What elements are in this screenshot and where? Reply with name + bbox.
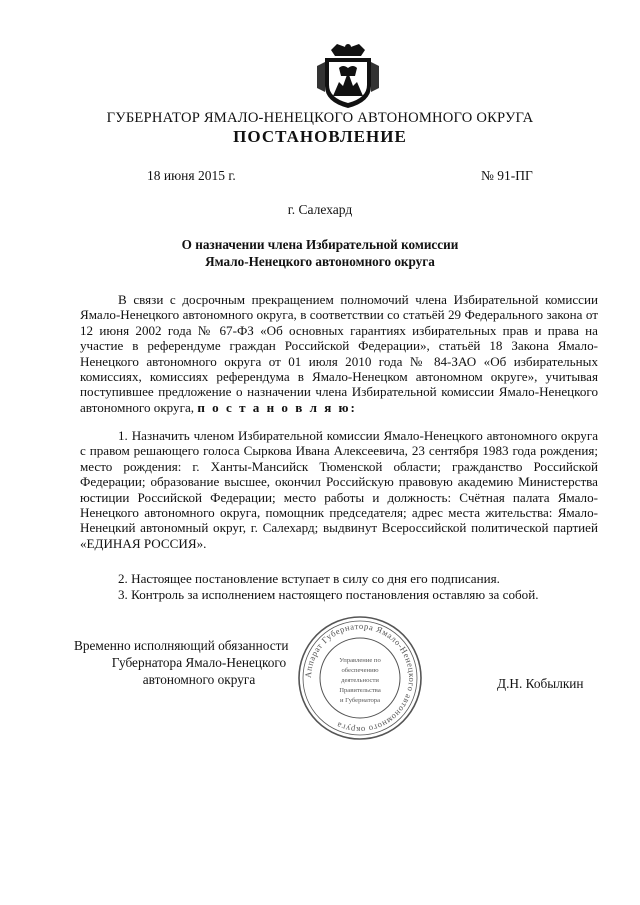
item-1-text: Назначить членом Избирательной комиссии Ямало-Ненецкого автономного округа с правом решающего голоса Сыркова Ивана Алексеевича, 23 сентября 1983 года рождения; место рождения: г. Ханты-Мансийск Тюменской области; гражданство Российской Федерации; образование высшее, окончил Российскую правовую академию Министерства юстиции Российской Федерации; место работы и должность: Счётная палата Ямало-Ненецкого автономного округа, помощник председателя; адрес места жительства: Ямало-Ненецкий автономный округ, г. Салехард; выдвинут Всероссийской политической партией «ЕДИНАЯ РОССИЯ».: [80, 428, 598, 551]
stamp-center-line-2: обеспечению: [341, 667, 379, 674]
resolve-word: п о с т а н о в л я ю:: [197, 399, 357, 415]
item-3: [80, 587, 598, 602]
document-type-heading: ПОСТАНОВЛЕНИЕ: [233, 127, 407, 146]
item-1: [80, 428, 598, 551]
issuer-heading: ГУБЕРНАТОР ЯМАЛО-НЕНЕЦКОГО АВТОНОМНОГО ОКРУГА: [106, 110, 534, 126]
stamp-center-line-4: Правительства: [339, 687, 381, 694]
stamp-center-line-1: Управление по: [339, 657, 381, 664]
official-stamp: [296, 614, 424, 742]
signer-position: [74, 637, 324, 688]
preamble-paragraph: [80, 292, 598, 415]
document-title: [0, 236, 640, 270]
title-line-1: О назначении члена Избирательной комиссии: [181, 237, 459, 252]
item-2-text: Настоящее постановление вступает в силу со дня его подписания.: [131, 571, 500, 586]
preamble-text: В связи с досрочным прекращением полномочий члена Избирательной комиссии Ямало-Ненецкого автономного округа, в соответствии со статьёй 29 Федерального закона от 12 июня 2002 года № 67-ФЗ «Об основных гарантиях избирательных прав и права на участие в референдуме граждан Российской Федерации», статьёй 18 Закона Ямало-Ненецкого автономного округа от 01 июля 2010 года № 84-ЗАО «Об избирательных комиссиях, комиссиях референдума в Ямало-Ненецком автономном округе», учитывая поступившее предложение о назначении члена Избирательной комиссии Ямало-Ненецкого автономного округа,: [80, 292, 598, 415]
item-2: [80, 571, 598, 586]
item-1-number: 1.: [118, 428, 128, 443]
signer-line-3: автономного округа: [142, 672, 256, 687]
stamp-center-line-3: деятельности: [341, 677, 379, 684]
item-3-text: Контроль за исполнением настоящего постановления оставляю за собой.: [131, 587, 539, 602]
document-date: 18 июня 2015 г.: [147, 168, 236, 183]
stamp-center-line-5: и Губернатора: [339, 697, 381, 704]
signer-line-2: Губернатора Ямало-Ненецкого: [111, 655, 287, 670]
item-2-number: 2.: [118, 571, 128, 586]
title-line-2: Ямало-Ненецкого автономного округа: [205, 254, 435, 269]
signer-name: Д.Н. Кобылкин: [497, 676, 584, 691]
coat-of-arms-emblem: [315, 42, 381, 110]
stamp-ring-text: Аппарат Губернатора Ямало-Ненецкого автономного округа: [302, 620, 418, 736]
document-number: № 91-ПГ: [481, 168, 533, 183]
signer-line-1: Временно исполняющий обязанности: [74, 638, 289, 653]
item-3-number: 3.: [118, 587, 128, 602]
document-city: г. Салехард: [287, 202, 353, 217]
